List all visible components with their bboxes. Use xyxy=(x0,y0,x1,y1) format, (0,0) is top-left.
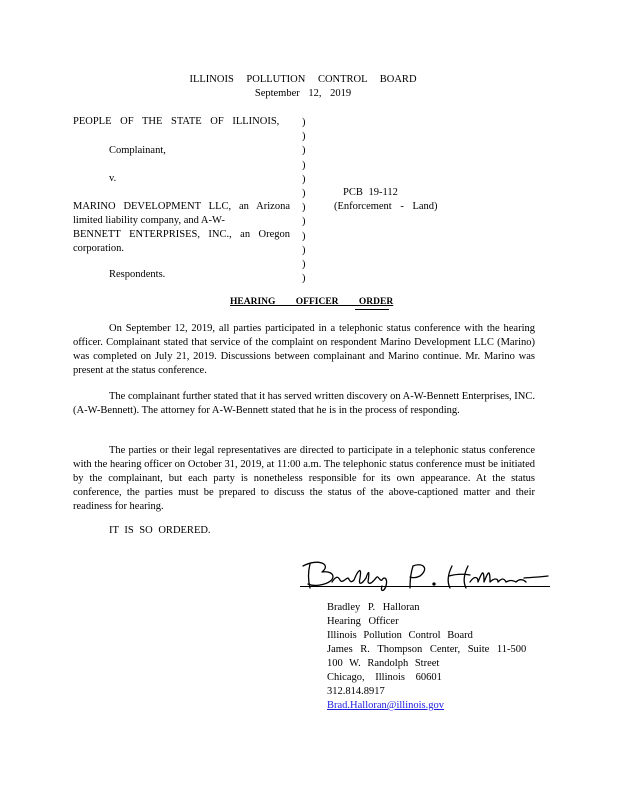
signer-city: Chicago, Illinois 60601 xyxy=(327,672,442,683)
case-type: (Enforcement - Land) xyxy=(334,201,438,212)
order-paragraph-3: The parties or their legal representatives are directed to participate in a telephonic status conference with the hearing officer on October 31, 2019, at 11:00 a.m. The telephonic status conference must be initiated by the complainant, but each party is nonetheless responsible for its own appearance. At the status conference, the parties must be prepared to discuss the status of the above-captioned matter and their readiness for hearing. xyxy=(73,445,535,512)
case-number: PCB 19-112 xyxy=(343,187,398,198)
signature-line xyxy=(300,586,550,587)
defendant-role: Respondents. xyxy=(109,269,166,280)
closing-statement: IT IS SO ORDERED. xyxy=(109,525,211,536)
agency-title: ILLINOIS POLLUTION CONTROL BOARD xyxy=(189,74,417,85)
defendant-line-2: limited liability company, and A-W- xyxy=(73,215,225,226)
signer-title: Hearing Officer xyxy=(327,616,399,627)
plaintiff-role: Complainant, xyxy=(109,145,166,156)
order-paragraph-2: The complainant further stated that it has served written discovery on A-W-Bennett Enterprises, INC. (A-W-Bennett). The attorney for A-W-Bennett stated that he is in the process of responding. xyxy=(73,391,536,416)
handwritten-signature xyxy=(298,558,552,594)
versus-label: v. xyxy=(109,173,117,184)
signer-name: Bradley P. Halloran xyxy=(327,602,420,613)
plaintiff-name: PEOPLE OF THE STATE OF ILLINOIS, xyxy=(73,116,280,127)
defendant-line-3: BENNETT ENTERPRISES, INC., an Oregon xyxy=(73,229,290,240)
signer-email-link[interactable]: Brad.Halloran@illinois.gov xyxy=(327,700,444,711)
heading-underline-rule xyxy=(355,309,389,310)
order-date: September 12, 2019 xyxy=(254,88,352,99)
signer-address-2: 100 W. Randolph Street xyxy=(327,658,440,669)
defendant-line-1: MARINO DEVELOPMENT LLC, an Arizona xyxy=(73,201,290,212)
signer-address-1: James R. Thompson Center, Suite 11-500 xyxy=(327,644,527,655)
defendant-line-4: corporation. xyxy=(73,243,125,254)
signer-organization: Illinois Pollution Control Board xyxy=(327,630,473,641)
signer-phone: 312.814.8917 xyxy=(327,686,385,697)
order-paragraph-1: On September 12, 2019, all parties participated in a telephonic status conference with the hearing officer. Complainant stated that service of the complaint on respondent Marino Development LLC (Marino) was completed on July 21, 2019. Discussions between complainant and Marino continue. Mr. Marino was present at the status conference. xyxy=(73,323,535,376)
order-heading: HEARING OFFICER ORDER xyxy=(230,297,394,307)
caption-parentheses: ) ) ) ) ) ) ) ) ) ) ) ) xyxy=(302,117,306,285)
